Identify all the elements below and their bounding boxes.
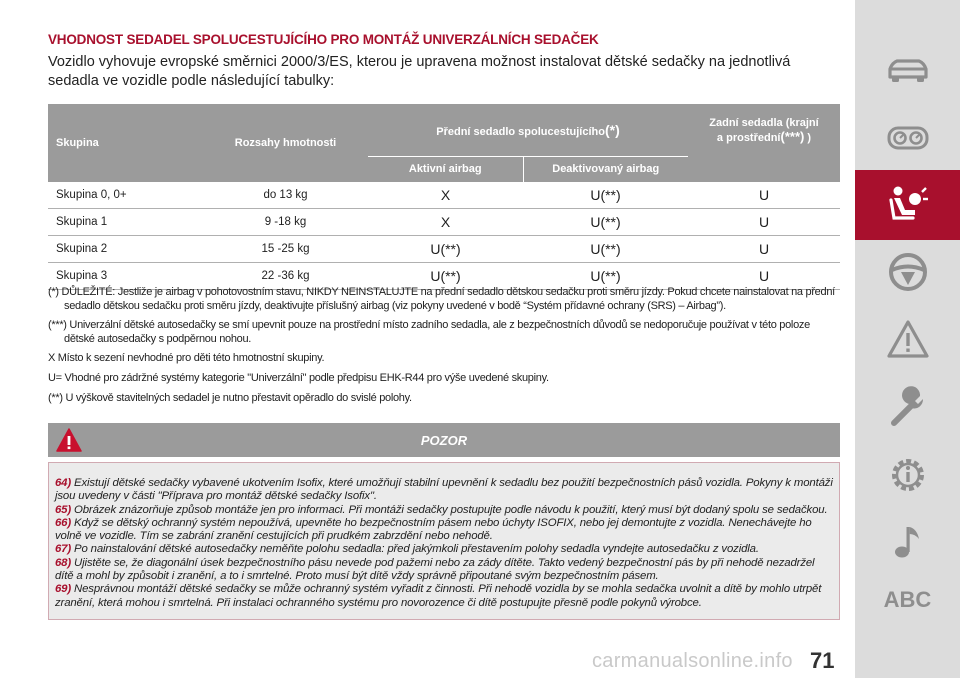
cell-airbag-deactivated: U(**): [523, 263, 688, 290]
steering-wheel-icon: [885, 249, 931, 295]
sidebar-item-technical-data[interactable]: [855, 440, 960, 510]
seat-airbag-icon: [885, 182, 931, 228]
cell-weight: 22 -36 kg: [203, 263, 368, 290]
table-row: [48, 182, 840, 209]
warning-label: POZOR: [420, 433, 468, 448]
warning-item: [55, 504, 833, 517]
warning-item-number: 69): [55, 583, 72, 596]
header-front-seat: Přední sedadlo spolucestujícího(*): [368, 104, 688, 156]
table-row: [48, 236, 840, 263]
seat-suitability-table: [48, 104, 840, 290]
warning-item: [55, 557, 833, 584]
gear-info-icon: [885, 452, 931, 498]
cell-airbag-active: X: [368, 209, 523, 236]
header-airbag-deactivated: Deaktivovaný airbag: [523, 156, 688, 182]
note-rear-universal: (***) Univerzální dětské autosedačky se smí upevnit pouze na prostřední místo zadního sedadla, ale z bezpečnostních důvodů se nedoporučuje používat v této poloze dětské autosedačky s podpěrnou nohou.: [48, 319, 810, 345]
warning-item-number: 65): [55, 503, 72, 516]
warning-item-text: Ujistěte se, že diagonální úsek bezpečnostního pásu nevede pod pažemi nebo za zády dítěte. Takto vedený bezpečnostní pás by při nehodě nezadržel dítě a mohl by způsobit i zranění, a to i smrtelné. Proto musí být dítě vždy správně připoutané svým bezpečnostním pásem.: [55, 556, 815, 583]
header-airbag-active: Aktivní airbag: [368, 156, 523, 182]
car-icon: [885, 47, 931, 93]
warning-item-number: 67): [55, 543, 72, 556]
index-label: ABC: [883, 587, 932, 612]
cell-airbag-active: U(**): [368, 263, 523, 290]
cell-airbag-active: X: [368, 182, 523, 209]
sidebar-item-starting[interactable]: [855, 237, 960, 307]
table-header-row: [48, 104, 840, 156]
cell-rear: U: [688, 209, 840, 236]
watermark: carmanualsonline.info: [592, 650, 793, 672]
warning-item: [55, 583, 833, 610]
warning-item-text: Nesprávnou montáží dětské sedačky se může ochranný systém vyřadit z činnosti. Při nehodě vozidla by se mohla sedačka uvolnit a dítě by mohlo utrpět zranění, která mohou i smrtelná. Při instalaci ochranného systému pro novorozence či dítě postupujte přesně podle pokynů výrobce.: [55, 583, 822, 609]
header-rear-seats: Zadní sedadla (krajní a prostřední(***) ): [688, 104, 840, 156]
table-row: [48, 209, 840, 236]
cell-group: Skupina 2: [48, 236, 203, 263]
note-x: X Místo k sezení nevhodné pro děti této hmotnostní skupiny.: [48, 352, 325, 365]
warning-item: [55, 543, 833, 556]
cell-group: Skupina 0, 0+: [48, 182, 203, 209]
header-rear-blank: [688, 156, 840, 182]
cell-airbag-deactivated: U(**): [523, 236, 688, 263]
cell-weight: 9 -18 kg: [203, 209, 368, 236]
cell-airbag-active: U(**): [368, 236, 523, 263]
wrench-icon: [885, 384, 931, 430]
warning-item-number: 66): [55, 516, 72, 529]
cell-rear: U: [688, 182, 840, 209]
warning-item-text: Když se dětský ochranný systém nepoužívá, upevněte ho bezpečnostním pásem nebo úchyty ISOFIX, nebo jej demontujte z vozidla. Nenechávejte ho volně ve vozidle. Tím se zabrání zranění cestujících při prudkém zabrzdění nebo nehodě.: [55, 516, 812, 543]
warning-item: [55, 477, 833, 504]
sidebar-item-car[interactable]: [855, 35, 960, 105]
header-weight: Rozsahy hmotnosti: [203, 104, 368, 182]
table-notes: [48, 286, 843, 411]
warning-item-text: Obrázek znázorňuje způsob montáže jen pro informaci. Při montáži sedačky postupujte podle návodu k použití, který musí být dodaný spolu se sedačkou.: [74, 503, 828, 516]
cell-airbag-deactivated: U(**): [523, 182, 688, 209]
sidebar-item-dashboard[interactable]: [855, 102, 960, 172]
page-number: 71: [810, 648, 835, 673]
warning-header: [48, 423, 840, 457]
warning-box: [48, 462, 840, 620]
header-group: Skupina: [48, 104, 203, 182]
intro-paragraph: Vozidlo vyhovuje evropské směrnici 2000/3/ES, kterou je upravena možnost instalovat dětské sedačky na jednotlivá sedadla ve vozidle podle následující tabulky:: [48, 54, 791, 89]
cell-rear: U: [688, 236, 840, 263]
cell-group: Skupina 1: [48, 209, 203, 236]
chapter-sidebar: [855, 0, 960, 678]
cell-group: Skupina 3: [48, 263, 203, 290]
note-important: (*) DŮLEŽITÉ: Jestliže je airbag v pohotovostním stavu, NIKDY NEINSTALUJTE na přední sedadlo dětskou sedačku proti směru jízdy. Pokud chcete nainstalovat na přední sedadlo dětskou sedačku proti směru jízdy, deaktivujte příslušný airbag (viz pokyny uvedené v bodě “Systém přídavné ochrany (SRS) – Airbag”).: [48, 286, 835, 312]
sidebar-item-emergency[interactable]: [855, 305, 960, 375]
warning-item-text: Existují dětské sedačky vybavené ukotvením Isofix, které umožňují stabilní upevnění k sedadlu bez použití bezpečnostních pásů vozidla. Pokyny k montáži jsou uvedeny v části "Příprava pro montáž dětské sedačky Isofix".: [55, 477, 833, 503]
note-u: U= Vhodné pro zádržné systémy kategorie "Univerzální" podle předpisu EHK-R44 pro výše uvedené skupiny.: [48, 371, 549, 384]
sidebar-item-safety[interactable]: [855, 170, 960, 240]
cell-weight: do 13 kg: [203, 182, 368, 209]
dashboard-gauges-icon: [885, 114, 931, 160]
warning-item-number: 68): [55, 556, 72, 569]
warning-item-text: Po nainstalování dětské autosedačky neměňte polohu sedadla: před jakýmkoli přestavením polohy sedadla vyndejte autosedačku z vozidla.: [74, 543, 759, 556]
page-title: VHODNOST SEDADEL SPOLUCESTUJÍCÍHO PRO MONTÁŽ UNIVERZÁLNÍCH SEDAČEK: [48, 32, 599, 47]
warning-item: [55, 517, 833, 544]
music-note-icon: [885, 519, 931, 565]
cell-rear: U: [688, 263, 840, 290]
sidebar-item-index[interactable]: [855, 565, 960, 635]
sidebar-item-maintenance[interactable]: [855, 372, 960, 442]
cell-airbag-deactivated: U(**): [523, 209, 688, 236]
warning-triangle-icon: [885, 317, 931, 363]
warning-item-number: 64): [55, 477, 72, 489]
cell-weight: 15 -25 kg: [203, 236, 368, 263]
note-adjustable-seats: (**) U výškově stavitelných sedadel je nutno přestavit opěradlo do svislé polohy.: [48, 391, 412, 404]
